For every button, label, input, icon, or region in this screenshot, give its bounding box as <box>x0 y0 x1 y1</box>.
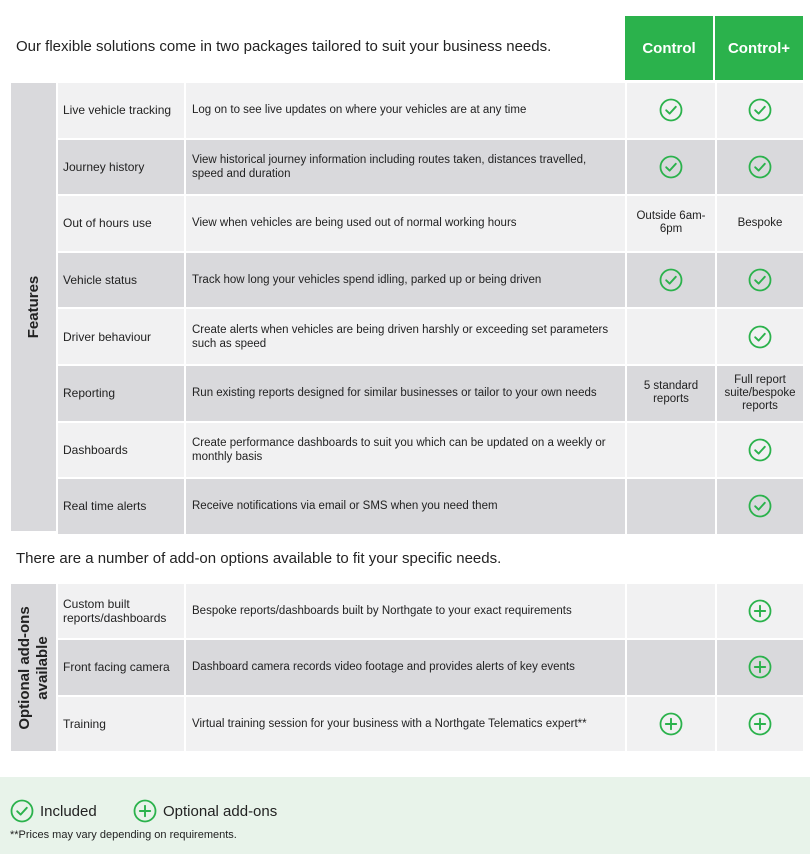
check-circle-icon <box>748 268 772 292</box>
control-value-cell <box>625 309 715 364</box>
control-value-text: 5 standard reports <box>643 380 699 406</box>
check-circle-icon <box>748 155 772 179</box>
legend-included-label: Included <box>40 802 97 820</box>
package-header-control-plus: Control+ <box>715 16 803 80</box>
row-name: Vehicle status <box>58 253 184 308</box>
row-name: Real time alerts <box>58 479 184 534</box>
table-row <box>58 479 803 534</box>
control-value-cell <box>625 697 715 751</box>
plus-circle-icon <box>659 712 683 736</box>
control-value-cell <box>625 253 715 308</box>
control-plus-value-cell <box>715 479 803 534</box>
table-row <box>58 140 803 195</box>
control-plus-value-cell <box>715 584 803 638</box>
plus-circle-icon <box>748 712 772 736</box>
row-name: Custom built reports/dashboards <box>58 584 184 638</box>
table-row <box>58 83 803 138</box>
addons-label-line2: available <box>33 635 51 700</box>
legend-optional <box>133 799 277 823</box>
legend-panel <box>0 777 810 854</box>
row-description: Create performance dashboards to suit you which can be updated on a weekly or monthly basis <box>184 423 625 478</box>
control-plus-value-cell <box>715 697 803 751</box>
row-name: Driver behaviour <box>58 309 184 364</box>
control-plus-value-cell <box>715 253 803 308</box>
addons-section-label <box>11 584 56 751</box>
table-row <box>58 196 803 251</box>
check-circle-icon <box>748 438 772 462</box>
control-plus-value-cell <box>715 423 803 478</box>
features-section-label <box>11 83 56 531</box>
table-row <box>58 697 803 751</box>
row-description: View when vehicles are being used out of normal working hours <box>184 196 625 251</box>
row-description: Log on to see live updates on where your vehicles are at any time <box>184 83 625 138</box>
row-description: Track how long your vehicles spend idling, parked up or being driven <box>184 253 625 308</box>
control-plus-value-cell <box>715 140 803 195</box>
addons-intro-text: There are a number of add-on options available to fit your specific needs. <box>16 550 502 567</box>
row-description: Dashboard camera records video footage and provides alerts of key events <box>184 640 625 694</box>
plus-circle-icon <box>748 655 772 679</box>
control-value-cell <box>625 196 715 251</box>
features-label-text: Features <box>24 275 42 339</box>
control-plus-value-cell <box>715 83 803 138</box>
row-name: Out of hours use <box>58 196 184 251</box>
row-description: Create alerts when vehicles are being driven harshly or exceeding set parameters such as speed <box>184 309 625 364</box>
check-circle-icon <box>748 494 772 518</box>
plus-circle-icon <box>748 599 772 623</box>
control-value-cell <box>625 640 715 694</box>
control-value-text: Outside 6am-6pm <box>636 210 706 236</box>
row-name: Live vehicle tracking <box>58 83 184 138</box>
check-circle-icon <box>748 325 772 349</box>
control-plus-value-text: Full report suite/bespoke reports <box>724 373 796 412</box>
table-row <box>58 366 803 421</box>
plus-circle-icon <box>133 799 157 823</box>
check-circle-icon <box>659 155 683 179</box>
addons-label-text <box>16 606 52 729</box>
control-plus-value-cell <box>715 640 803 694</box>
row-description: View historical journey information including routes taken, distances travelled, speed and duration <box>184 140 625 195</box>
legend-included <box>10 799 97 823</box>
row-name: Journey history <box>58 140 184 195</box>
row-name: Training <box>58 697 184 751</box>
control-plus-value-cell <box>715 309 803 364</box>
check-circle-icon <box>659 268 683 292</box>
table-row <box>58 423 803 478</box>
control-value-cell <box>625 366 715 421</box>
control-value-cell <box>625 479 715 534</box>
addons-label-line1: Optional add-ons <box>15 605 33 730</box>
table-row <box>58 640 803 694</box>
table-row <box>58 253 803 308</box>
row-description: Bespoke reports/dashboards built by Northgate to your exact requirements <box>184 584 625 638</box>
row-name: Dashboards <box>58 423 184 478</box>
control-plus-value-cell <box>715 196 803 251</box>
control-value-cell <box>625 140 715 195</box>
row-description: Run existing reports designed for similar businesses or tailor to your own needs <box>184 366 625 421</box>
intro-text: Our flexible solutions come in two packages tailored to suit your business needs. <box>16 38 552 55</box>
price-note: **Prices may vary depending on requirements. <box>10 829 237 841</box>
legend-optional-label: Optional add-ons <box>163 802 278 820</box>
control-value-cell <box>625 423 715 478</box>
check-circle-icon <box>748 98 772 122</box>
row-name: Front facing camera <box>58 640 184 694</box>
row-description: Virtual training session for your business with a Northgate Telematics expert** <box>184 697 625 751</box>
control-plus-value-text: Bespoke <box>737 216 783 229</box>
check-circle-icon <box>659 98 683 122</box>
table-row <box>58 309 803 364</box>
check-circle-icon <box>10 799 34 823</box>
row-name: Reporting <box>58 366 184 421</box>
table-row <box>58 584 803 638</box>
control-plus-value-cell <box>715 366 803 421</box>
control-value-cell <box>625 83 715 138</box>
control-value-cell <box>625 584 715 638</box>
row-description: Receive notifications via email or SMS when you need them <box>184 479 625 534</box>
package-header-control: Control <box>625 16 713 80</box>
